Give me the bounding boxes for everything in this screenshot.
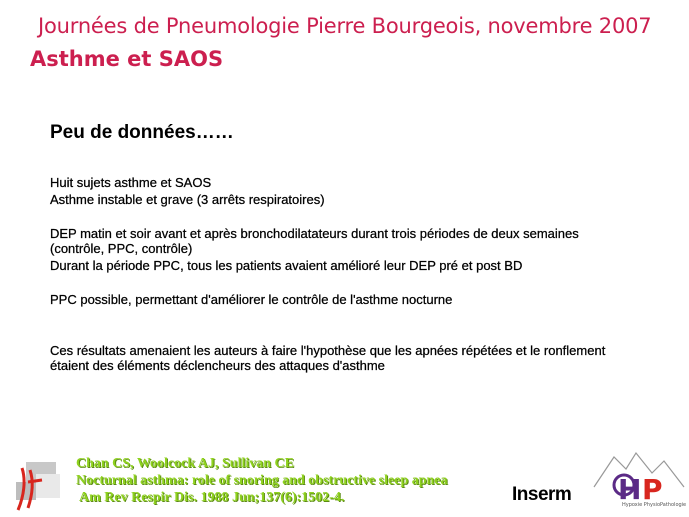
bullet-text: Durant la période PPC, tous les patients avaient amélioré leur DEP pré et post BD [50,258,523,273]
bullet-text: Asthme instable et grave (3 arrêts respiratoires) [50,192,325,207]
conference-header: Journées de Pneumologie Pierre Bourgeois, novembre 2007 [38,14,652,38]
reference-block [76,455,448,506]
svg-text:H: H [618,473,642,506]
reference-journal: Am Rev Respir Dis. 1988 Jun;137(6):1502-4. [79,490,345,505]
inserm-logo: Inserm [512,484,572,505]
reference-title: Nocturnal asthma: role of snoring and obstructive sleep apnea [76,473,448,488]
bullet-text: Ces résultats amenaient les auteurs à faire l'hypothèse que les apnées répétées et le ronflement étaient des éléments déclencheurs des attaques d'asthme [50,343,606,373]
svg-text:P: P [642,473,663,506]
content-subtitle: Peu de données…… [50,122,234,143]
reference-authors: Chan CS, Woolcock AJ, Sullivan CE [76,456,294,471]
slide-title: Asthme et SAOS [30,47,224,71]
bullet-text: DEP matin et soir avant et après bronchodilatateurs durant trois périodes de deux semaines (contrôle, PPC, contrôle) [50,226,579,256]
bullet-text: Huit sujets asthme et SAOS [50,175,212,190]
hp-caption: Hypoxie PhysioPathologie [622,502,687,508]
jf-logo [12,460,62,514]
bullet-text: PPC possible, permettant d'améliorer le contrôle de l'asthme nocturne [50,292,453,307]
